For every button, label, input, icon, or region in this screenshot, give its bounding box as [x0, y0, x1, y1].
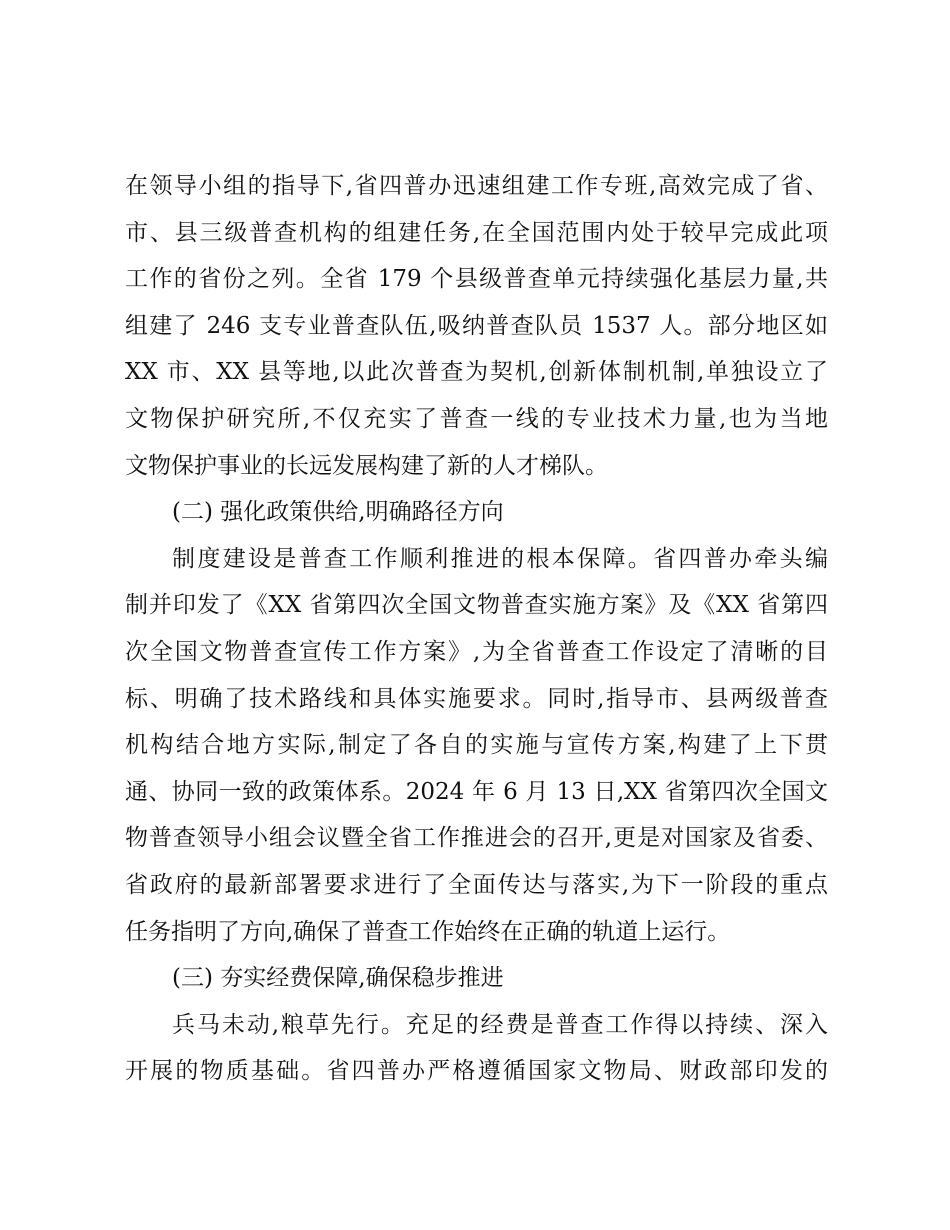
text-line: 标、明确了技术路线和具体实施要求。同时,指导市、县两级普查: [125, 685, 828, 712]
text-line: 文物保护事业的长远发展构建了新的人才梯队。: [125, 452, 608, 479]
text-line: 机构结合地方实际,制定了各自的实施与宣传方案,构建了上下贯: [125, 732, 828, 759]
text-line: 省政府的最新部署要求进行了全面传达与落实,为下一阶段的重点: [125, 871, 828, 898]
text-line: 制度建设是普查工作顺利推进的根本保障。省四普办牵头编: [172, 545, 828, 572]
text-line: 次全国文物普查宣传工作方案》,为全省普查工作设定了清晰的目: [125, 638, 828, 665]
text-line: 任务指明了方向,确保了普查工作始终在正确的轨道上运行。: [125, 918, 731, 945]
text-line: 文物保护研究所,不仅充实了普查一线的专业技术力量,也为当地: [125, 405, 828, 432]
text-line: 开展的物质基础。省四普办严格遵循国家文物局、财政部印发的: [125, 1058, 828, 1085]
text-line: 通、协同一致的政策体系。2024 年 6 月 13 日,XX 省第四次全国文: [125, 778, 828, 805]
heading-text: (三) 夯实经费保障,确保稳步推进: [172, 965, 504, 992]
heading-text: (二) 强化政策供给,明确路径方向: [172, 499, 504, 526]
text-line: 物普查领导小组会议暨全省工作推进会的召开,更是对国家及省委、: [125, 825, 828, 852]
text-line: 组建了 246 支专业普查队伍,吸纳普查队员 1537 人。部分地区如: [125, 312, 828, 339]
text-line: 在领导小组的指导下,省四普办迅速组建工作专班,高效完成了省、: [125, 173, 828, 199]
text-line: 制并印发了《XX 省第四次全国文物普查实施方案》及《XX 省第四: [125, 592, 828, 619]
document-body: [125, 163, 828, 1095]
text-line: XX 市、XX 县等地,以此次普查为契机,创新体制机制,单独设立了: [125, 359, 828, 386]
text-line: 工作的省份之列。全省 179 个县级普查单元持续强化基层力量,共: [125, 266, 828, 293]
text-line: 市、县三级普查机构的组建任务,在全国范围内处于较早完成此项: [125, 219, 828, 246]
paragraph: [125, 163, 828, 489]
paragraph: [125, 536, 828, 955]
section-heading: [125, 955, 828, 1002]
text-line: 兵马未动,粮草先行。充足的经费是普查工作得以持续、深入: [172, 1011, 828, 1038]
paragraph: [125, 1002, 828, 1095]
section-heading: [125, 489, 828, 536]
